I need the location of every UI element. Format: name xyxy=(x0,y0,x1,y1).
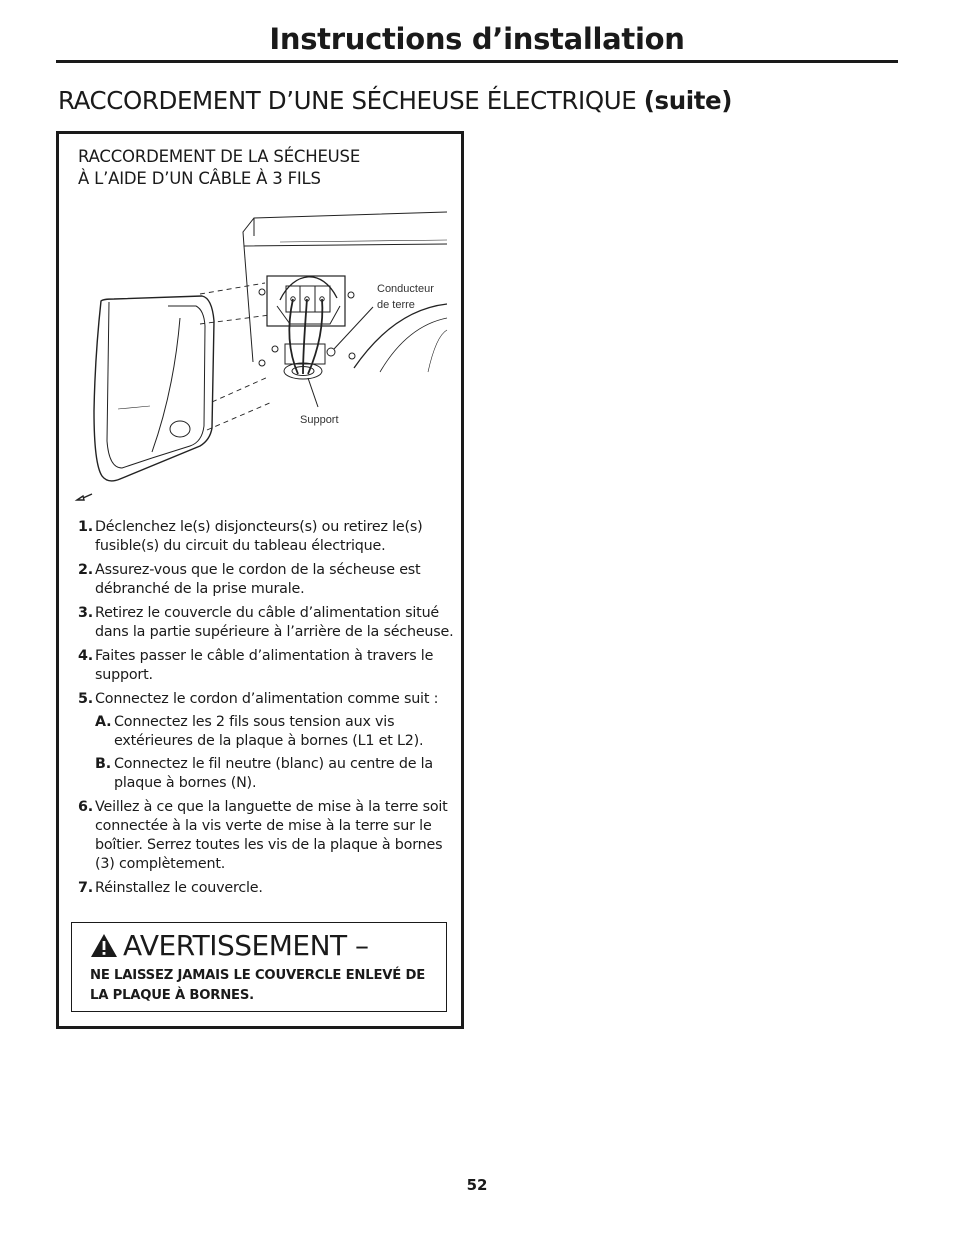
section-title xyxy=(58,86,732,115)
step-number: 5. xyxy=(78,691,93,707)
step-item xyxy=(78,879,458,898)
section-title-suffix: (suite) xyxy=(643,86,733,115)
wiring-diagram xyxy=(72,206,452,506)
warning-box xyxy=(71,922,447,1012)
substep-item xyxy=(95,755,458,793)
step-text: Déclenchez le(s) disjoncteurs(s) ou retirez le(s) fusible(s) du circuit du tableau électrique. xyxy=(95,519,423,554)
step-text: Veillez à ce que la languette de mise à la terre soit connectée à la vis verte de mise à la terre sur le boîtier. Serrez toutes les vis de la plaque à bornes (3) complètement. xyxy=(95,799,448,872)
step-text: Connectez le cordon d’alimentation comme suit : xyxy=(95,691,439,707)
header-rule xyxy=(56,60,898,63)
ground-conductor-label-line2: de terre xyxy=(377,299,415,311)
step-text: Réinstallez le couvercle. xyxy=(95,880,263,896)
step-item xyxy=(78,690,458,793)
panel-heading-line2: À L’AIDE D’UN CÂBLE À 3 FILS xyxy=(78,169,321,188)
step-number: 7. xyxy=(78,880,93,896)
substep-letter: A. xyxy=(95,714,112,730)
cover-screw xyxy=(77,494,92,500)
panel-heading xyxy=(78,146,438,190)
step-item xyxy=(78,798,458,874)
substep-letter: B. xyxy=(95,756,111,772)
section-title-main: RACCORDEMENT D’UNE SÉCHEUSE ÉLECTRIQUE xyxy=(58,86,637,115)
substep-item xyxy=(95,713,458,751)
header-title: Instructions d’installation xyxy=(269,22,685,56)
step-item xyxy=(78,518,458,556)
step-number: 4. xyxy=(78,648,93,664)
steps-list xyxy=(78,518,458,903)
access-cover xyxy=(94,296,214,481)
warning-triangle-icon xyxy=(90,933,118,958)
ground-screw xyxy=(327,348,335,356)
step-item xyxy=(78,561,458,599)
step-number: 2. xyxy=(78,562,93,578)
step-number: 6. xyxy=(78,799,93,815)
ground-conductor-label-line1: Conducteur xyxy=(377,283,434,295)
step-number: 1. xyxy=(78,519,93,535)
substep-text: Connectez les 2 fils sous tension aux vis extérieures de la plaque à bornes (L1 et L2). xyxy=(114,714,424,749)
step-item xyxy=(78,604,458,642)
warning-text: NE LAISSEZ JAMAIS LE COUVERCLE ENLEVÉ DE LA PLAQUE À BORNES. xyxy=(90,968,426,1003)
panel-heading-line1: RACCORDEMENT DE LA SÉCHEUSE xyxy=(78,147,361,166)
substep-text: Connectez le fil neutre (blanc) au centre de la plaque à bornes (N). xyxy=(114,756,433,791)
step-text: Faites passer le câble d’alimentation à travers le support. xyxy=(95,648,434,683)
step-number: 3. xyxy=(78,605,93,621)
step-text: Retirez le couvercle du câble d’alimentation situé dans la partie supérieure à l’arrière de la sécheuse. xyxy=(95,605,454,640)
warning-title: AVERTISSEMENT – xyxy=(123,929,369,962)
support-label: Support xyxy=(300,414,339,426)
instructions-panel xyxy=(56,131,464,1029)
substeps-list xyxy=(95,713,458,793)
page-number: 52 xyxy=(466,1176,488,1194)
step-item xyxy=(78,647,458,685)
dryer-top-panel xyxy=(243,212,447,246)
warning-heading xyxy=(90,929,369,962)
step-text: Assurez-vous que le cordon de la sécheuse est débranché de la prise murale. xyxy=(95,562,421,597)
